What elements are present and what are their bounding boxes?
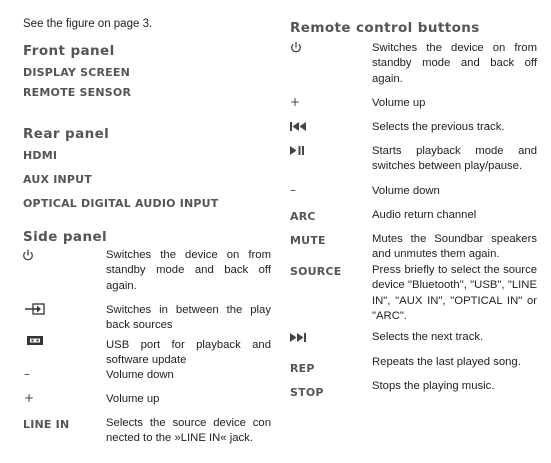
plus-icon: + (290, 95, 301, 109)
minus-icon: – (24, 367, 30, 381)
intro-text: See the figure on page 3. (23, 18, 153, 30)
remote-volume-down-desc: Volume down (372, 185, 440, 197)
rear-panel-item-optical-input: OPTICAL DIGITAL AUDIO INPUT (23, 197, 219, 210)
side-panel-title: Side panel (23, 229, 108, 245)
side-usb-desc: USB port for playback and software update (106, 339, 271, 367)
side-power-desc: Switches the device on from standby mode and back off again. (106, 249, 271, 292)
power-icon (290, 41, 302, 54)
side-volume-up-desc: Volume up (106, 393, 160, 405)
remote-buttons-title: Remote control buttons (290, 20, 480, 36)
front-panel-title: Front panel (23, 43, 115, 59)
minus-icon: – (290, 183, 296, 197)
remote-arc-desc: Audio return channel (372, 209, 477, 221)
remote-play-pause-desc: Starts playback mode and switches between play/pause. (372, 145, 537, 173)
side-volume-down-desc: Volume down (106, 369, 174, 381)
remote-stop-label: STOP (290, 386, 324, 399)
power-icon (22, 249, 34, 262)
side-line-in-desc: Selects the source device con nected to the »LINE IN« jack. (106, 417, 271, 445)
play-pause-icon (290, 146, 305, 155)
next-track-icon (290, 333, 306, 342)
remote-source-desc: Press briefly to select the source device "Bluetooth", "USB", "LINE IN", "AUX IN", "OPTICAL IN" or "ARC". (372, 264, 537, 323)
previous-track-icon (290, 122, 306, 131)
plus-icon: + (24, 391, 35, 405)
remote-power-desc: Switches the device on from standby mode and back off again. (372, 42, 537, 85)
remote-rep-label: REP (290, 362, 315, 375)
side-source-desc: Switches in between the play back sources (106, 304, 271, 332)
remote-next-desc: Selects the next track. (372, 331, 484, 343)
remote-arc-label: ARC (290, 210, 316, 223)
source-input-icon (24, 303, 46, 315)
remote-mute-label: MUTE (290, 234, 326, 247)
rear-panel-item-aux-input: AUX INPUT (23, 173, 93, 186)
remote-stop-desc: Stops the playing music. (372, 380, 495, 392)
remote-source-label: SOURCE (290, 265, 342, 278)
rear-panel-title: Rear panel (23, 126, 110, 142)
rear-panel-item-hdmi: HDMI (23, 149, 58, 162)
usb-port-icon (27, 336, 43, 345)
remote-volume-up-desc: Volume up (372, 97, 426, 109)
front-panel-item-display-screen: DISPLAY SCREEN (23, 66, 130, 79)
remote-previous-desc: Selects the previous track. (372, 121, 505, 133)
remote-mute-desc: Mutes the Soundbar speakers and unmutes them again. (372, 233, 537, 261)
front-panel-item-remote-sensor: REMOTE SENSOR (23, 86, 132, 99)
remote-rep-desc: Repeats the last played song. (372, 356, 521, 368)
side-line-in-label: LINE IN (23, 418, 70, 431)
